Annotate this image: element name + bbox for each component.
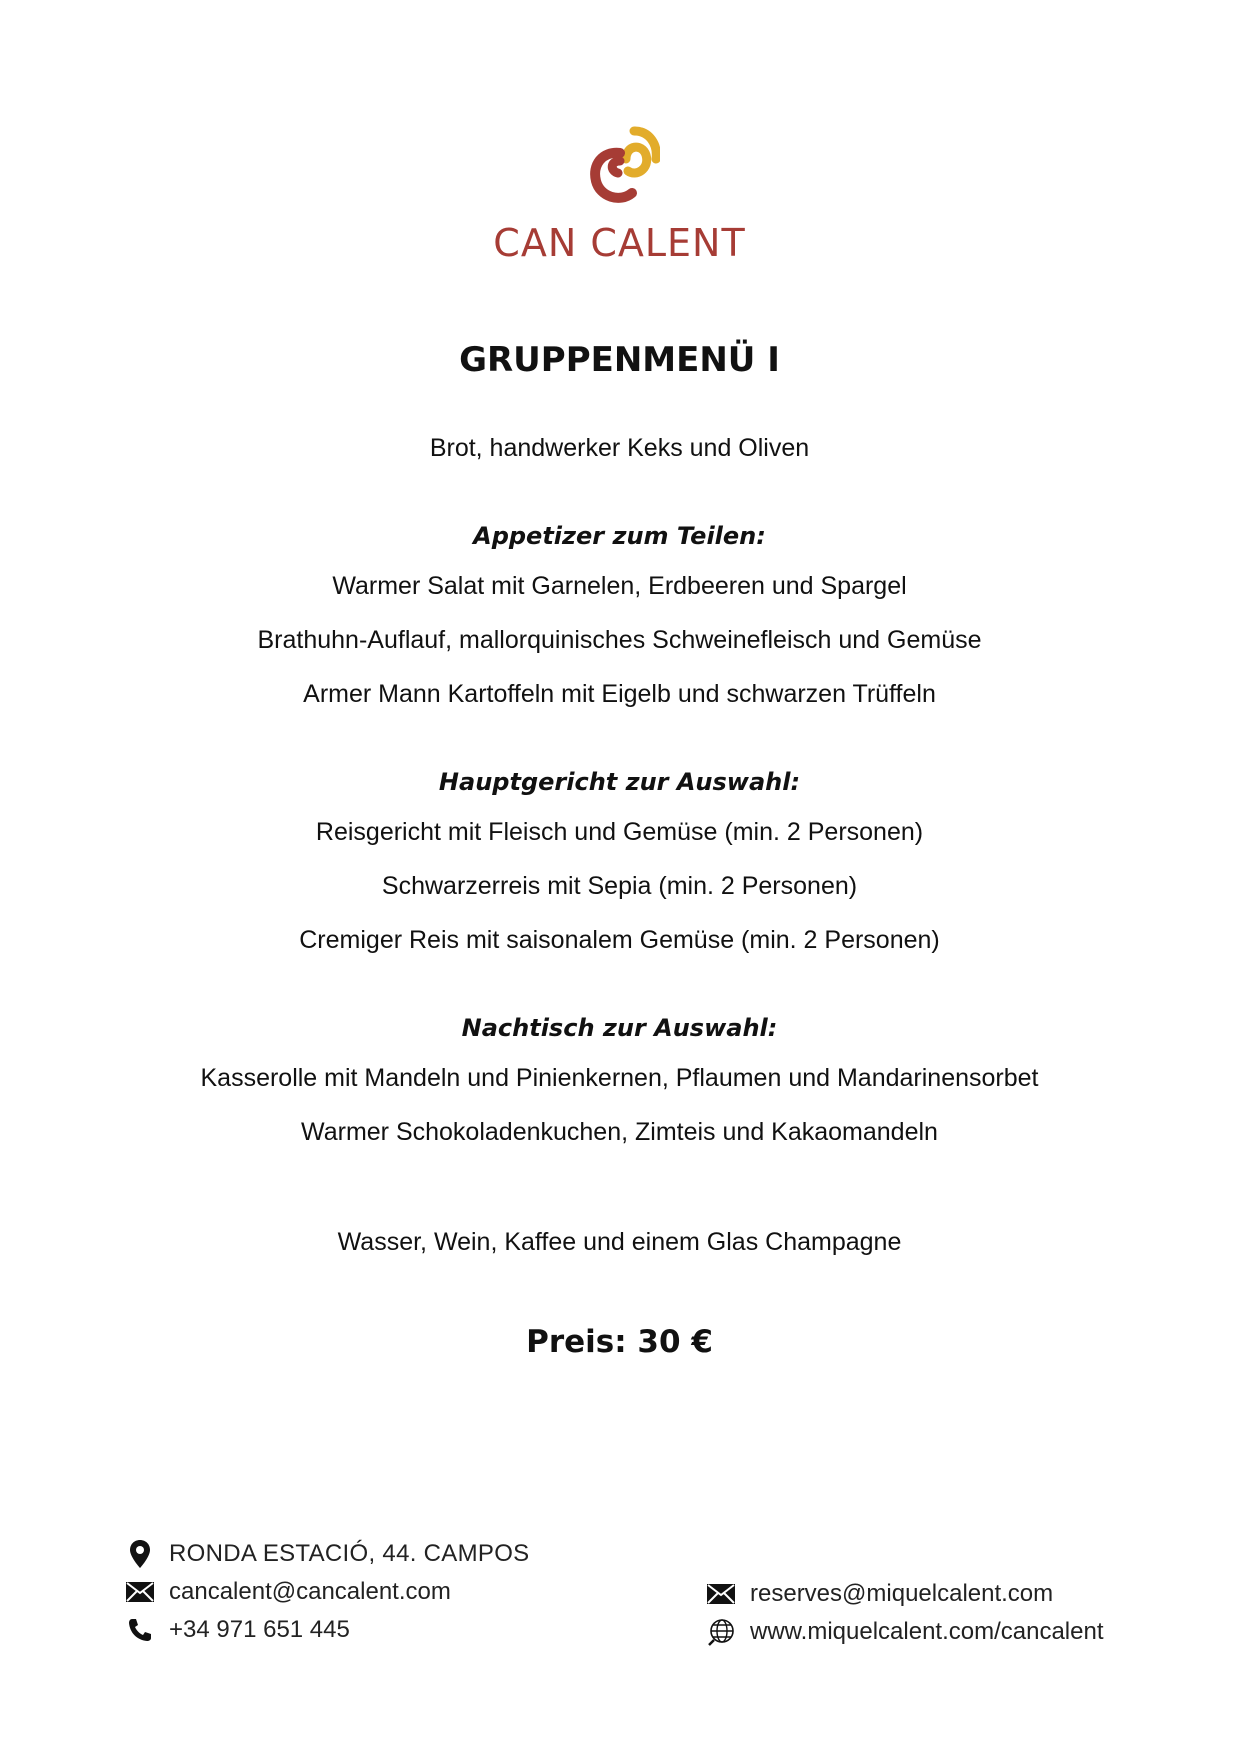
email-row: [125, 1573, 529, 1611]
address-text: RONDA ESTACIÓ, 44. CAMPOS: [169, 1540, 530, 1567]
menu-title: GRUPPENMENÜ I: [459, 340, 780, 380]
website-row: [706, 1613, 1104, 1651]
section-heading: Hauptgericht zur Auswahl:: [438, 768, 801, 796]
website-link[interactable]: www.miquelcalent.com/cancalent: [750, 1618, 1104, 1645]
section-heading: Nachtisch zur Auswahl:: [461, 1014, 778, 1042]
phone-icon: [125, 1615, 155, 1645]
footer-contact-left: [125, 1535, 529, 1649]
menu-intro: Brot, handwerker Keks und Oliven: [429, 434, 810, 462]
section-heading: Appetizer zum Teilen:: [473, 522, 766, 550]
section-appetizers: [0, 516, 1239, 714]
drinks-included: Wasser, Wein, Kaffee und einem Glas Champagne: [337, 1228, 902, 1256]
section-desserts: [0, 1008, 1239, 1152]
menu-item: Warmer Salat mit Garnelen, Erdbeeren und Spargel: [332, 572, 907, 600]
phone-row: [125, 1611, 529, 1649]
menu-price: Preis: 30 €: [526, 1324, 713, 1360]
brand-name: CAN CALENT: [493, 221, 746, 265]
globe-icon: [706, 1617, 736, 1647]
menu-item: Warmer Schokoladenkuchen, Zimteis und Kakaomandeln: [301, 1118, 938, 1146]
menu-item: Kasserolle mit Mandeln und Pinienkernen, Pflaumen und Mandarinensorbet: [200, 1064, 1039, 1092]
phone-link[interactable]: +34 971 651 445: [169, 1616, 350, 1643]
envelope-icon: [125, 1577, 155, 1607]
can-calent-logo-mark: [580, 125, 660, 215]
menu-item: Reisgericht mit Fleisch und Gemüse (min. 2 Personen): [315, 818, 924, 846]
section-main-courses: [0, 762, 1239, 960]
group-menu: [0, 340, 1239, 1362]
logo: [0, 125, 1239, 265]
reservations-email-link[interactable]: reserves@miquelcalent.com: [750, 1580, 1054, 1607]
address-row: [125, 1535, 529, 1573]
menu-item: Brathuhn-Auflauf, mallorquinisches Schweinefleisch und Gemüse: [257, 626, 982, 654]
reservations-row: [706, 1575, 1104, 1613]
envelope-icon: [706, 1579, 736, 1609]
menu-item: Schwarzerreis mit Sepia (min. 2 Personen): [381, 872, 858, 900]
menu-item: Cremiger Reis mit saisonalem Gemüse (min. 2 Personen): [299, 926, 940, 954]
menu-item: Armer Mann Kartoffeln mit Eigelb und schwarzen Trüffeln: [303, 680, 936, 708]
email-link[interactable]: cancalent@cancalent.com: [169, 1578, 451, 1605]
location-pin-icon: [125, 1539, 155, 1569]
footer-contact-right: [706, 1575, 1104, 1651]
